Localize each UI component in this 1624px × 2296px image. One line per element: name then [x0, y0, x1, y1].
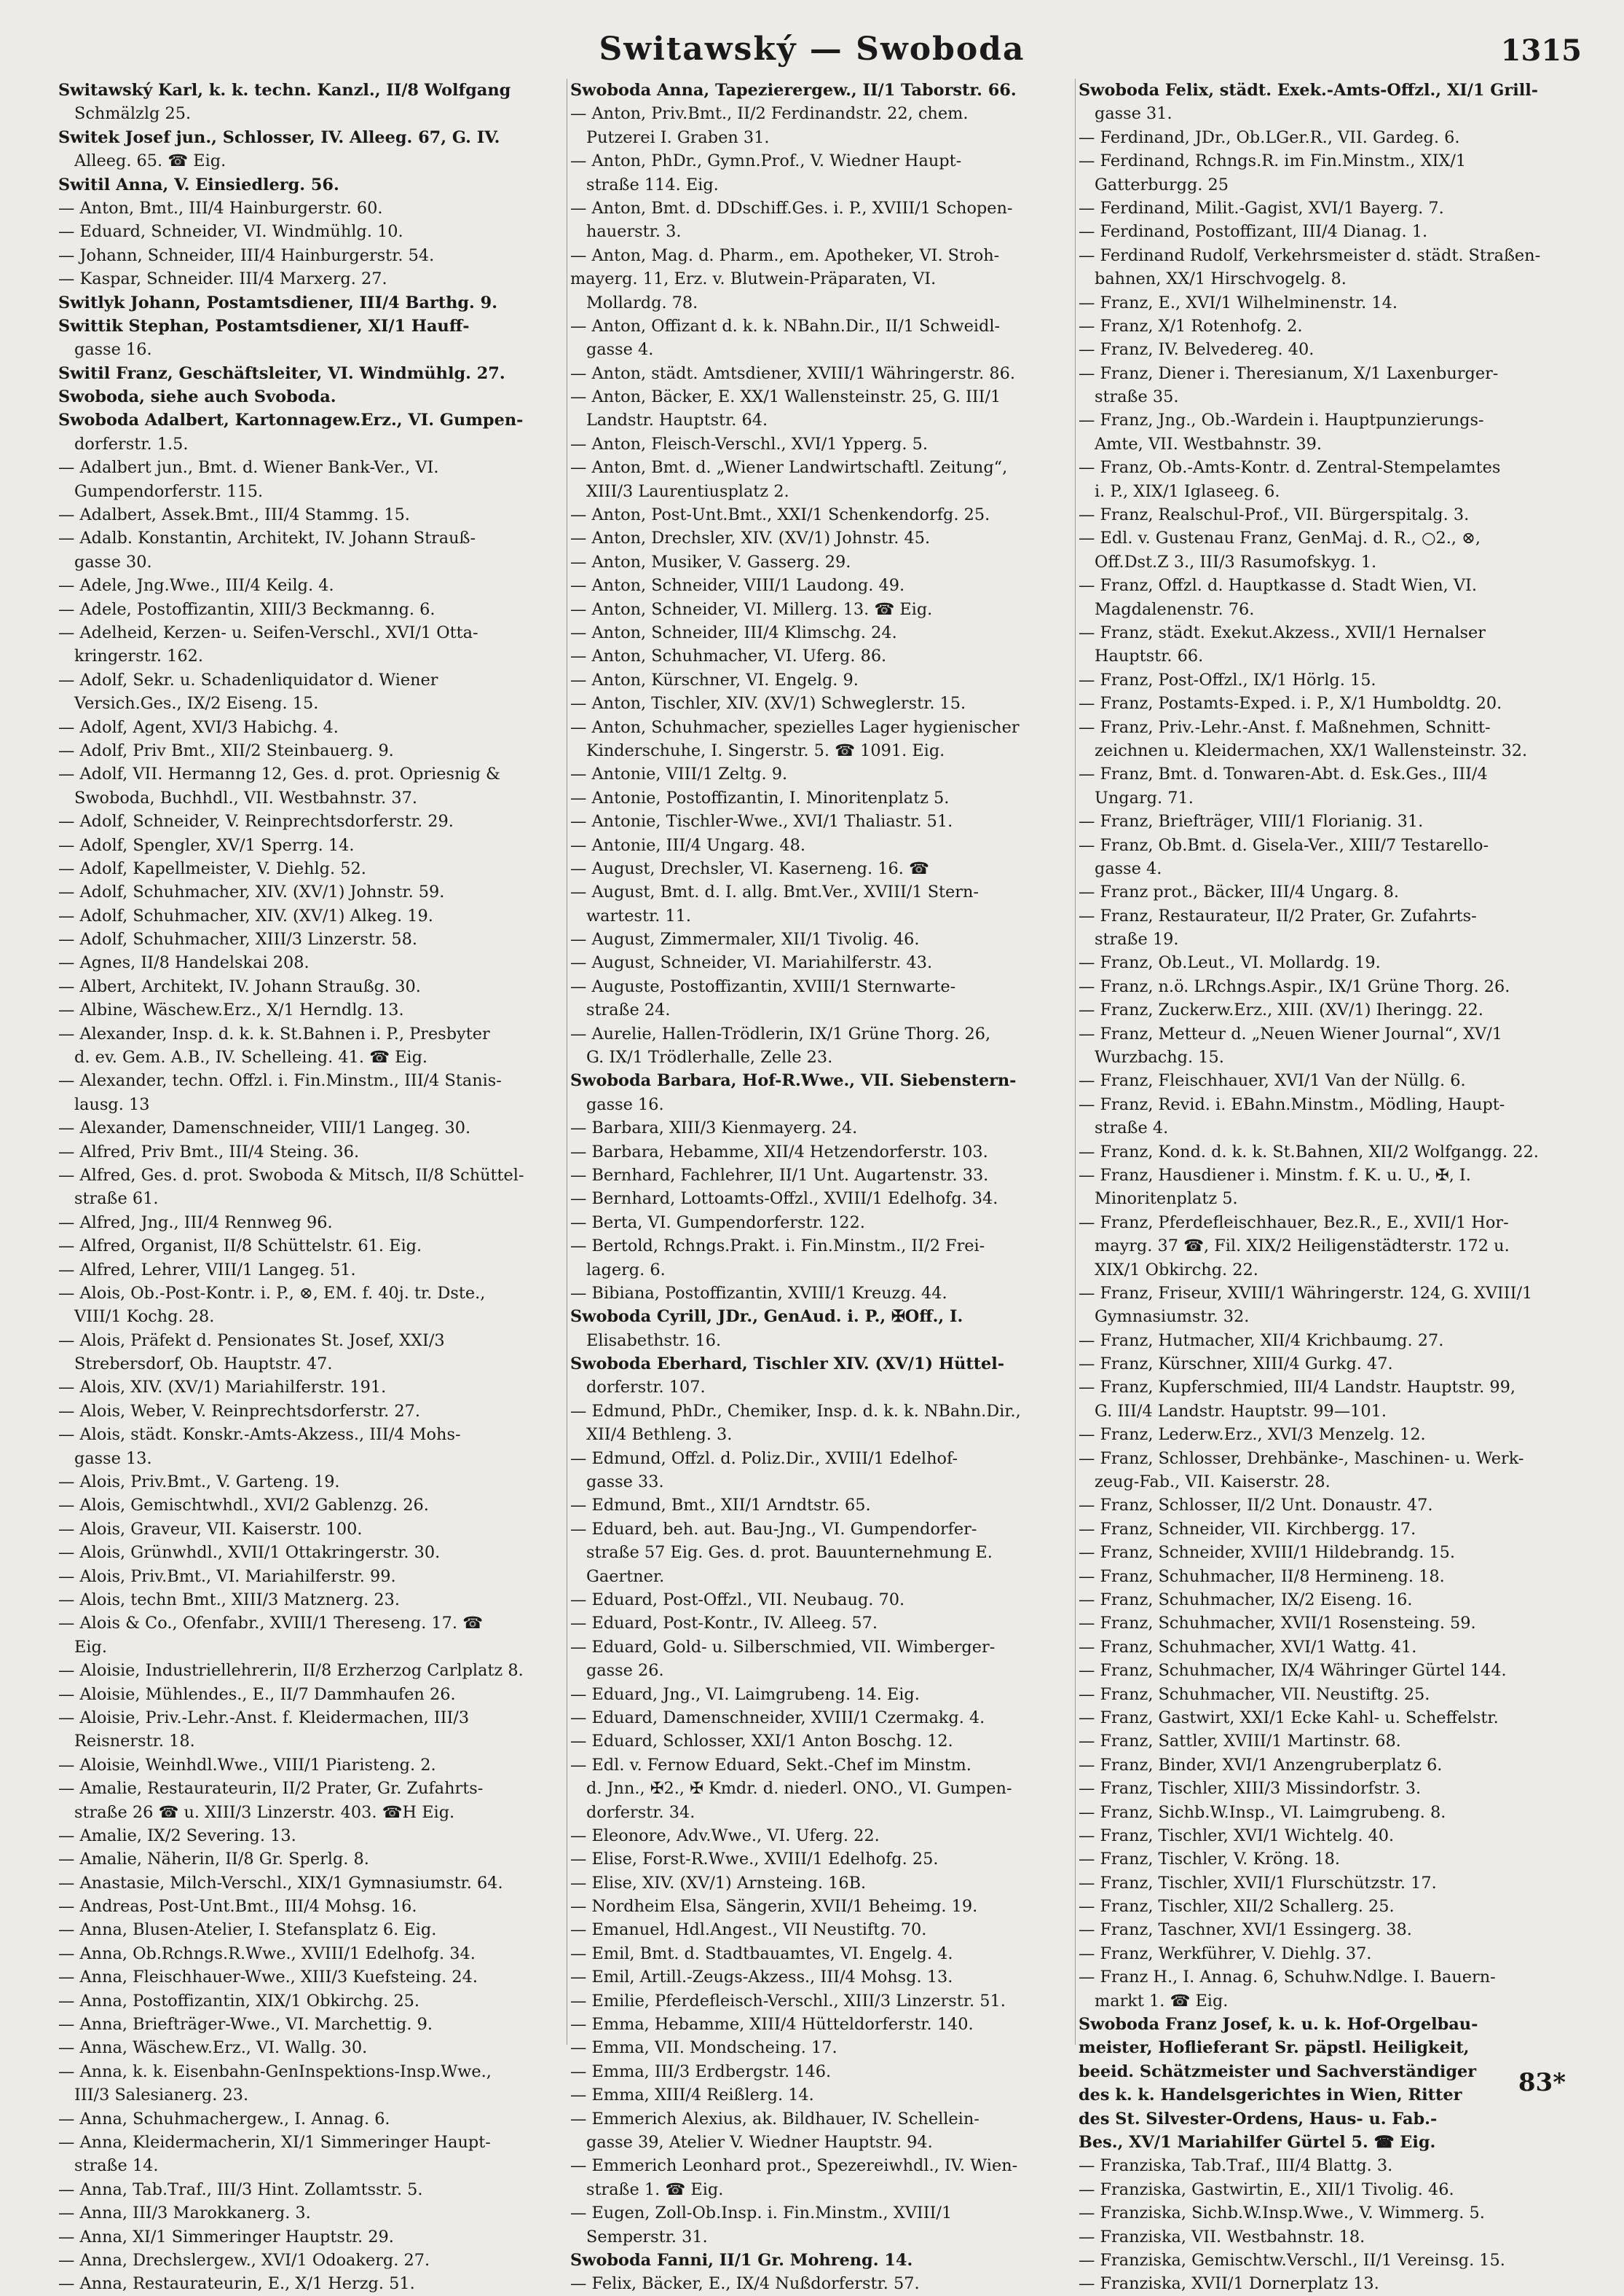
- directory-entry-line: — Alois, städt. Konskr.-Amts-Akzess., III/4 Mohs-: [58, 1425, 461, 1445]
- directory-entry-line: — Adalbert, Assek.Bmt., III/4 Stammg. 15.: [58, 505, 410, 525]
- directory-entry-line: — Anton, Musiker, V. Gasserg. 29.: [570, 552, 851, 572]
- directory-entry-line: — Franz, Sattler, XVIII/1 Martinstr. 68.: [1079, 1732, 1401, 1751]
- directory-heading-entry: Switlyk Johann, Postamtsdiener, III/4 Barthg. 9.: [58, 293, 497, 312]
- directory-entry-line: — Adolf, Kapellmeister, V. Diehlg. 52.: [58, 859, 366, 878]
- directory-entry-line: — Franz, Restaurateur, II/2 Prater, Gr. Zufahrts-: [1079, 906, 1477, 926]
- directory-entry-line: — Franz, Schuhmacher, II/8 Hermineng. 18.: [1079, 1566, 1445, 1586]
- directory-entry-line: Off.Dst.Z 3., III/3 Rasumofskyg. 1.: [1095, 552, 1377, 572]
- directory-entry-line: — Adolf, Schuhmacher, XIII/3 Linzerstr. 58.: [58, 930, 417, 950]
- directory-entry-line: — Franziska, Gemischtw.Verschl., II/1 Vereinsg. 15.: [1079, 2250, 1505, 2270]
- directory-entry-line: — Franz, Gastwirt, XXI/1 Ecke Kahl- u. Scheffelstr.: [1079, 1708, 1499, 1727]
- directory-entry-line: — Alois, XIV. (XV/1) Mariahilferstr. 191.: [58, 1378, 387, 1397]
- directory-heading-entry: Swoboda Anna, Tapezierergew., II/1 Taborstr. 66.: [570, 81, 1017, 100]
- directory-entry-line: — Franz, städt. Exekut.Akzess., XVII/1 Hernalser: [1079, 623, 1486, 642]
- directory-entry-line: Kinderschuhe, I. Singerstr. 5. ☎ 1091. Eig.: [586, 741, 945, 760]
- directory-entry-line: — Aloisie, Industriellehrerin, II/8 Erzherzog Carlplatz 8.: [58, 1661, 524, 1681]
- directory-entry-line: — Adalb. Konstantin, Architekt, IV. Johann Strauß-: [58, 529, 476, 548]
- directory-entry-line: — Alois & Co., Ofenfabr., XVIII/1 Thereseng. 17. ☎: [58, 1614, 484, 1633]
- directory-entry-line: Mollardg. 78.: [586, 293, 698, 312]
- directory-entry-line: Ungarg. 71.: [1095, 788, 1194, 808]
- directory-entry-line: — Anna, Blusen-Atelier, I. Stefansplatz 6. Eig.: [58, 1920, 437, 1940]
- directory-entry-line: — Eduard, Post-Offzl., VII. Neubaug. 70.: [570, 1590, 905, 1609]
- directory-entry-line: — Alois, Priv.Bmt., VI. Mariahilferstr. 99.: [58, 1566, 396, 1586]
- directory-entry-line: — Edl. v. Fernow Eduard, Sekt.-Chef im Minstm.: [570, 1755, 971, 1775]
- directory-entry-line: — Franziska, Tab.Traf., III/4 Blattg. 3.: [1079, 2156, 1393, 2176]
- directory-entry-line: — Franz, Fleischhauer, XVI/1 Van der Nüllg. 6.: [1079, 1071, 1466, 1091]
- directory-entry-line: — Franz, Kürschner, XIII/4 Gurkg. 47.: [1079, 1354, 1393, 1374]
- directory-entry-line: — Franz, Bmt. d. Tonwaren-Abt. d. Esk.Ges., III/4: [1079, 765, 1488, 784]
- directory-entry-line: gasse 31.: [1095, 104, 1172, 124]
- directory-entry-line: i. P., XIX/1 Iglaseeg. 6.: [1095, 481, 1280, 501]
- directory-entry-line: — Franz, Schuhmacher, VII. Neustiftg. 25.: [1079, 1684, 1430, 1704]
- directory-entry-line: — Alfred, Jng., III/4 Rennweg 96.: [58, 1212, 333, 1232]
- directory-entry-line: gasse 16.: [74, 340, 152, 360]
- directory-entry-line: straße 24.: [586, 1001, 671, 1020]
- directory-entry-line: — Barbara, XIII/3 Kienmayerg. 24.: [570, 1119, 858, 1138]
- directory-entry-line: — Emma, XIII/4 Reißlerg. 14.: [570, 2086, 814, 2105]
- directory-entry-line: — Franz, Tischler, XII/2 Schallerg. 25.: [1079, 1897, 1395, 1917]
- directory-entry-line: — Amalie, Näherin, II/8 Gr. Sperlg. 8.: [58, 1850, 369, 1869]
- directory-entry-line: XIII/3 Laurentiusplatz 2.: [586, 481, 789, 501]
- directory-entry-line: — Franziska, VII. Westbahnstr. 18.: [1079, 2227, 1365, 2246]
- directory-entry-line: — Amalie, IX/2 Severing. 13.: [58, 1826, 296, 1845]
- directory-entry-line: — Anna, XI/1 Simmeringer Hauptstr. 29.: [58, 2227, 394, 2246]
- directory-entry-line: — Franz, Taschner, XVI/1 Essingerg. 38.: [1079, 1920, 1412, 1940]
- directory-heading-entry: des k. k. Handelsgerichtes in Wien, Ritter: [1079, 2086, 1462, 2105]
- directory-entry-line: — Edmund, Offzl. d. Poliz.Dir., XVIII/1 Edelhof-: [570, 1448, 958, 1468]
- directory-entry-line: — Anton, Bmt. d. DDschiff.Ges. i. P., XVIII/1 Schopen-: [570, 198, 1013, 218]
- directory-entry-line: — Antonie, III/4 Ungarg. 48.: [570, 835, 805, 855]
- directory-entry-line: — Anna, Postoffizantin, XIX/1 Obkirchg. 25.: [58, 1991, 420, 2011]
- directory-entry-line: gasse 26.: [586, 1661, 664, 1681]
- directory-entry-line: — Franz prot., Bäcker, III/4 Ungarg. 8.: [1079, 883, 1399, 902]
- directory-entry-line: — Anton, städt. Amtsdiener, XVIII/1 Währingerstr. 86.: [570, 363, 1015, 383]
- directory-entry-line: — Anton, Schuhmacher, VI. Uferg. 86.: [570, 647, 887, 666]
- directory-entry-line: — Anna, Wäschew.Erz., VI. Wallg. 30.: [58, 2038, 368, 2058]
- directory-entry-line: — Anton, Fleisch-Verschl., XVI/1 Ypperg. 5.: [570, 434, 928, 454]
- directory-entry-line: — Aloisie, Weinhdl.Wwe., VIII/1 Piaristeng. 2.: [58, 1755, 436, 1775]
- directory-entry-line: mayerg. 11, Erz. v. Blutwein-Präparaten, VI.: [570, 269, 937, 289]
- directory-entry-line: — Albine, Wäschew.Erz., X/1 Herndlg. 13.: [58, 1001, 404, 1020]
- directory-entry-line: — Franz, Jng., Ob.-Wardein i. Hauptpunzierungs-: [1079, 411, 1484, 430]
- directory-heading-entry: Swoboda Barbara, Hof-R.Wwe., VII. Siebenstern-: [570, 1071, 1017, 1091]
- directory-entry-line: — Eduard, Gold- u. Silberschmied, VII. Wimberger-: [570, 1637, 996, 1657]
- directory-entry-line: markt 1. ☎ Eig.: [1095, 1991, 1229, 2011]
- directory-entry-line: VIII/1 Kochg. 28.: [74, 1307, 215, 1327]
- directory-entry-line: — Franz, Briefträger, VIII/1 Florianig. 31.: [1079, 812, 1424, 832]
- directory-entry-line: — Franz, Werkführer, V. Diehlg. 37.: [1079, 1944, 1372, 1963]
- directory-entry-line: Eig.: [74, 1637, 107, 1657]
- directory-entry-line: — Anton, Kürschner, VI. Engelg. 9.: [570, 670, 859, 690]
- directory-entry-line: — Franz, E., XVI/1 Wilhelminenstr. 14.: [1079, 293, 1398, 312]
- directory-entry-line: — Franz, Schlosser, Drehbänke-, Maschinen- u. Werk-: [1079, 1448, 1524, 1468]
- directory-entry-line: — Franz, Pferdefleischhauer, Bez.R., E., XVII/1 Hor-: [1079, 1212, 1509, 1232]
- directory-entry-line: — Albert, Architekt, IV. Johann Straußg. 30.: [58, 977, 421, 996]
- directory-entry-line: — Adolf, Sekr. u. Schadenliquidator d. Wiener: [58, 670, 438, 690]
- directory-entry-line: — Aloisie, Priv.-Lehr.-Anst. f. Kleidermachen, III/3: [58, 1708, 470, 1727]
- directory-entry-line: dorferstr. 107.: [586, 1378, 706, 1397]
- page-header: [0, 25, 1624, 76]
- directory-entry-line: — Franz, Kond. d. k. k. St.Bahnen, XII/2 Wolfgangg. 22.: [1079, 1142, 1539, 1161]
- directory-entry-line: — Adolf, Schuhmacher, XIV. (XV/1) Johnstr. 59.: [58, 883, 445, 902]
- directory-entry-line: — Bernhard, Lottoamts-Offzl., XVIII/1 Edelhofg. 34.: [570, 1189, 998, 1209]
- directory-entry-line: — Kaspar, Schneider. III/4 Marxerg. 27.: [58, 269, 387, 289]
- directory-heading-entry: Swoboda Felix, städt. Exek.-Amts-Offzl., XI/1 Grill-: [1079, 81, 1539, 100]
- directory-entry-line: straße 14.: [74, 2156, 159, 2176]
- directory-entry-line: — Franz, Ob.Bmt. d. Gisela-Ver., XIII/7 Testarello-: [1079, 835, 1489, 855]
- directory-entry-line: — Franz, Schuhmacher, XVII/1 Rosensteing. 59.: [1079, 1614, 1476, 1633]
- directory-entry-line: straße 35.: [1095, 387, 1179, 407]
- directory-entry-line: — Eduard, Post-Kontr., IV. Alleeg. 57.: [570, 1614, 878, 1633]
- directory-entry-line: — Anton, PhDr., Gymn.Prof., V. Wiedner Haupt-: [570, 151, 962, 171]
- directory-entry-line: — Adolf, Agent, XVI/3 Habichg. 4.: [58, 717, 339, 737]
- directory-heading-entry: Swoboda Cyrill, JDr., GenAud. i. P., ✠Off., I.: [570, 1307, 963, 1327]
- directory-entry-line: — Anton, Post-Unt.Bmt., XXI/1 Schenkendorfg. 25.: [570, 505, 990, 525]
- directory-entry-line: — Emmerich Leonhard prot., Spezereiwhdl., IV. Wien-: [570, 2156, 1018, 2176]
- directory-entry-line: — Anastasie, Milch-Verschl., XIX/1 Gymnasiumstr. 64.: [58, 1873, 503, 1893]
- directory-entry-line: gasse 33.: [586, 1472, 664, 1492]
- directory-entry-line: — Anton, Bmt., III/4 Hainburgerstr. 60.: [58, 198, 383, 218]
- directory-entry-line: — Anton, Schneider, VIII/1 Laudong. 49.: [570, 576, 905, 596]
- directory-entry-line: — Anton, Offizant d. k. k. NBahn.Dir., II/1 Schweidl-: [570, 316, 1001, 336]
- directory-entry-line: — Emilie, Pferdefleisch-Verschl., XIII/3 Linzerstr. 51.: [570, 1991, 1006, 2011]
- directory-entry-line: — Alexander, techn. Offzl. i. Fin.Minstm., III/4 Stanis-: [58, 1071, 502, 1091]
- directory-entry-line: Strebersdorf, Ob. Hauptstr. 47.: [74, 1354, 333, 1374]
- directory-entry-line: — Alois, Graveur, VII. Kaiserstr. 100.: [58, 1519, 363, 1539]
- directory-entry-line: zeichnen u. Kleidermachen, XX/1 Wallensteinstr. 32.: [1095, 741, 1528, 760]
- directory-heading-entry: Swoboda, siehe auch Svoboda.: [58, 387, 336, 407]
- directory-entry-line: dorferstr. 1.5.: [74, 434, 189, 454]
- directory-entry-line: — Franz, Metteur d. „Neuen Wiener Journal“, XV/1: [1079, 1024, 1503, 1044]
- directory-entry-line: — Franz, Schuhmacher, IX/4 Währinger Gürtel 144.: [1079, 1661, 1507, 1681]
- directory-entry-line: Schmälzlg 25.: [74, 104, 192, 124]
- directory-entry-line: — Franz, Zuckerw.Erz., XIII. (XV/1) Iheringg. 22.: [1079, 1001, 1483, 1020]
- directory-entry-line: straße 61.: [74, 1189, 159, 1209]
- directory-entry-line: — Anton, Schneider, VI. Millerg. 13. ☎ Eig.: [570, 599, 933, 619]
- directory-entry-line: — August, Bmt. d. I. allg. Bmt.Ver., XVIII/1 Stern-: [570, 883, 979, 902]
- directory-heading-entry: Swoboda Eberhard, Tischler XIV. (XV/1) Hüttel-: [570, 1354, 1005, 1374]
- directory-entry-line: — Barbara, Hebamme, XII/4 Hetzendorferstr. 103.: [570, 1142, 988, 1161]
- directory-heading-entry: Switil Franz, Geschäftsleiter, VI. Windmühlg. 27.: [58, 363, 505, 383]
- directory-entry-line: — Emma, III/3 Erdbergstr. 146.: [570, 2062, 832, 2081]
- directory-entry-line: Wurzbachg. 15.: [1095, 1048, 1224, 1068]
- directory-entry-line: — Berta, VI. Gumpendorferstr. 122.: [570, 1212, 865, 1232]
- directory-entry-line: — Adolf, Schuhmacher, XIV. (XV/1) Alkeg. 19.: [58, 906, 433, 926]
- directory-entry-line: — Adolf, VII. Hermanng 12, Ges. d. prot. Opriesnig &: [58, 765, 500, 784]
- directory-entry-line: straße 19.: [1095, 930, 1179, 950]
- directory-entry-line: — Franz, Ob.-Amts-Kontr. d. Zentral-Stempelamtes: [1079, 458, 1501, 478]
- directory-entry-line: gasse 13.: [74, 1448, 152, 1468]
- directory-entry-line: XIX/1 Obkirchg. 22.: [1095, 1260, 1258, 1279]
- directory-entry-line: — Franz, Priv.-Lehr.-Anst. f. Maßnehmen, Schnitt-: [1079, 717, 1491, 737]
- directory-entry-line: Alleeg. 65. ☎ Eig.: [74, 151, 226, 171]
- directory-entry-line: — Adolf, Schneider, V. Reinprechtsdorferstr. 29.: [58, 812, 454, 832]
- directory-entry-line: — Auguste, Postoffizantin, XVIII/1 Sternwarte-: [570, 977, 956, 996]
- directory-entry-line: — Franziska, Sichb.W.Insp.Wwe., V. Wimmerg. 5.: [1079, 2204, 1485, 2223]
- directory-entry-line: — Emmerich Alexius, ak. Bildhauer, IV. Schellein-: [570, 2109, 979, 2129]
- directory-entry-line: — Aurelie, Hallen-Trödlerin, IX/1 Grüne Thorg. 26,: [570, 1024, 991, 1044]
- directory-entry-line: — Antonie, Postoffizantin, I. Minoritenplatz 5.: [570, 788, 950, 808]
- directory-entry-line: wartestr. 11.: [586, 906, 692, 926]
- directory-entry-line: — Anton, Priv.Bmt., II/2 Ferdinandstr. 22, chem.: [570, 104, 969, 124]
- directory-entry-line: — Anton, Bmt. d. „Wiener Landwirtschaftl. Zeitung“,: [570, 458, 1008, 478]
- directory-entry-line: mayrg. 37 ☎, Fil. XIX/2 Heiligenstädterstr. 172 u.: [1095, 1236, 1510, 1256]
- directory-entry-line: — Franz, Tischler, XVI/1 Wichtelg. 40.: [1079, 1826, 1395, 1845]
- directory-entry-line: — Emanuel, Hdl.Angest., VII Neustiftg. 70.: [570, 1920, 927, 1940]
- directory-entry-line: — Franz, Tischler, XIII/3 Missindorfstr. 3.: [1079, 1779, 1422, 1799]
- directory-entry-line: bahnen, XX/1 Hirschvogelg. 8.: [1095, 269, 1347, 289]
- directory-entry-line: lausg. 13: [74, 1094, 150, 1114]
- directory-entry-line: — Franz, Friseur, XVIII/1 Währingerstr. 124, G. XVIII/1: [1079, 1283, 1533, 1303]
- directory-entry-line: gasse 39, Atelier V. Wiedner Hauptstr. 94.: [586, 2132, 933, 2152]
- directory-entry-line: — Franz, Ob.Leut., VI. Mollardg. 19.: [1079, 953, 1381, 973]
- directory-entry-line: — Alfred, Ges. d. prot. Swoboda & Mitsch, II/8 Schüttel-: [58, 1165, 524, 1185]
- directory-entry-line: — Eduard, Schneider, VI. Windmühlg. 10.: [58, 222, 403, 242]
- directory-entry-line: — Bernhard, Fachlehrer, II/1 Unt. Augartenstr. 33.: [570, 1165, 989, 1185]
- directory-entry-line: — Emma, Hebamme, XIII/4 Hütteldorferstr. 140.: [570, 2015, 974, 2035]
- directory-entry-line: — Franz, Hausdiener i. Minstm. f. K. u. U., ✠, I.: [1079, 1165, 1471, 1185]
- directory-entry-line: — Ferdinand Rudolf, Verkehrsmeister d. städt. Straßen-: [1079, 245, 1541, 265]
- directory-entry-line: Magdalenenstr. 76.: [1095, 599, 1255, 619]
- directory-entry-line: d. Jnn., ✠2., ✠ Kmdr. d. niederl. ONO., VI. Gumpen-: [586, 1779, 1012, 1799]
- directory-entry-line: — Eduard, Damenschneider, XVIII/1 Czermakg. 4.: [570, 1708, 985, 1727]
- directory-entry-line: — Eduard, Schlosser, XXI/1 Anton Boschg. 12.: [570, 1732, 953, 1751]
- directory-entry-line: — Anna, III/3 Marokkanerg. 3.: [58, 2204, 311, 2223]
- directory-entry-line: — Eduard, Jng., VI. Laimgrubeng. 14. Eig.: [570, 1684, 920, 1704]
- directory-entry-line: gasse 30.: [74, 552, 152, 572]
- directory-entry-line: — Bibiana, Postoffizantin, XVIII/1 Kreuzg. 44.: [570, 1283, 947, 1303]
- directory-entry-line: — Emil, Artill.-Zeugs-Akzess., III/4 Mohsg. 13.: [570, 1968, 953, 1987]
- directory-entry-line: — Franziska, Gastwirtin, E., XII/1 Tivolig. 46.: [1079, 2179, 1454, 2199]
- directory-heading-entry: beeid. Schätzmeister und Sachverständiger: [1079, 2062, 1477, 2081]
- directory-entry-line: — Franz, Binder, XVI/1 Anzengruberplatz 6.: [1079, 1755, 1443, 1775]
- directory-entry-line: — Emma, VII. Mondscheing. 17.: [570, 2038, 837, 2058]
- directory-entry-line: — Adolf, Priv Bmt., XII/2 Steinbauerg. 9.: [58, 741, 394, 760]
- directory-entry-line: — Franz H., I. Annag. 6, Schuhw.Ndlge. I. Bauern-: [1079, 1968, 1496, 1987]
- directory-entry-line: gasse 16.: [586, 1094, 664, 1114]
- directory-entry-line: — Edmund, PhDr., Chemiker, Insp. d. k. k. NBahn.Dir.,: [570, 1401, 1021, 1421]
- directory-entry-line: — Nordheim Elsa, Sängerin, XVII/1 Beheimg. 19.: [570, 1897, 978, 1917]
- directory-entry-line: — Alexander, Damenschneider, VIII/1 Langeg. 30.: [58, 1119, 471, 1138]
- directory-entry-line: straße 114. Eig.: [586, 175, 719, 194]
- directory-entry-line: — Franz, Schneider, XVIII/1 Hildebrandg. 15.: [1079, 1543, 1456, 1563]
- running-head: Switawský — Swoboda: [599, 31, 1025, 68]
- directory-entry-line: — Felix, Bäcker, E., IX/4 Nußdorferstr. 57.: [570, 2274, 920, 2294]
- directory-entry-line: — Alois, Präfekt d. Pensionates St. Josef, XXI/3: [58, 1330, 445, 1350]
- directory-entry-line: — Anna, Kleidermacherin, XI/1 Simmeringer Haupt-: [58, 2132, 491, 2152]
- directory-entry-line: — Eduard, beh. aut. Bau-Jng., VI. Gumpendorfer-: [570, 1519, 977, 1539]
- directory-entry-line: Reisnerstr. 18.: [74, 1732, 195, 1751]
- directory-entry-line: — Anton, Schneider, III/4 Klimschg. 24.: [570, 623, 897, 642]
- directory-heading-entry: des St. Silvester-Ordens, Haus- u. Fab.-: [1079, 2109, 1438, 2129]
- directory-entry-line: dorferstr. 34.: [586, 1802, 695, 1822]
- directory-entry-line: — Alfred, Priv Bmt., III/4 Steing. 36.: [58, 1142, 360, 1161]
- directory-entry-line: — Franz, Revid. i. EBahn.Minstm., Mödling, Haupt-: [1079, 1094, 1505, 1114]
- directory-entry-line: — Anton, Mag. d. Pharm., em. Apotheker, VI. Stroh-: [570, 245, 1000, 265]
- signature-mark: 83*: [1518, 2068, 1566, 2097]
- directory-entry-line: — Aloisie, Mühlendes., E., II/7 Dammhaufen 26.: [58, 1684, 456, 1704]
- directory-entry-line: — Franz, Tischler, XVII/1 Flurschützstr. 17.: [1079, 1873, 1437, 1893]
- page-number: 1315: [1500, 33, 1582, 68]
- directory-entry-line: — Adele, Postoffizantin, XIII/3 Beckmanng. 6.: [58, 599, 435, 619]
- directory-entry-line: G. III/4 Landstr. Hauptstr. 99—101.: [1095, 1401, 1387, 1421]
- directory-entry-line: — Agnes, II/8 Handelskai 208.: [58, 953, 310, 973]
- directory-entry-line: Swoboda, Buchhdl., VII. Westbahnstr. 37.: [74, 788, 417, 808]
- directory-entry-line: — Ferdinand, Postoffizant, III/4 Dianag. 1.: [1079, 222, 1428, 242]
- directory-entry-line: Elisabethstr. 16.: [586, 1330, 722, 1350]
- directory-heading-entry: Switawský Karl, k. k. techn. Kanzl., II/8 Wolfgang: [58, 81, 511, 100]
- directory-entry-line: gasse 4.: [586, 340, 654, 360]
- directory-entry-line: Gymnasiumstr. 32.: [1095, 1307, 1250, 1327]
- directory-entry-line: gasse 4.: [1095, 859, 1162, 878]
- directory-entry-line: — August, Schneider, VI. Mariahilferstr. 43.: [570, 953, 933, 973]
- directory-entry-line: — Franz, Schuhmacher, XVI/1 Wattg. 41.: [1079, 1637, 1417, 1657]
- directory-heading-entry: Switil Anna, V. Einsiedlerg. 56.: [58, 175, 339, 194]
- directory-entry-line: Putzerei I. Graben 31.: [586, 127, 770, 147]
- directory-entry-line: G. IX/1 Trödlerhalle, Zelle 23.: [586, 1048, 833, 1068]
- directory-entry-line: — Alois, techn Bmt., XIII/3 Matznerg. 23.: [58, 1590, 400, 1609]
- directory-entry-line: XII/4 Bethleng. 3.: [586, 1425, 733, 1445]
- directory-entry-line: Gaertner.: [586, 1566, 665, 1586]
- directory-entry-line: — Franz, Tischler, V. Kröng. 18.: [1079, 1850, 1340, 1869]
- directory-heading-entry: Bes., XV/1 Mariahilfer Gürtel 5. ☎ Eig.: [1079, 2132, 1436, 2152]
- directory-entry-line: — Alois, Weber, V. Reinprechtsdorferstr. 27.: [58, 1401, 420, 1421]
- directory-entry-line: — Ferdinand, JDr., Ob.LGer.R., VII. Gardeg. 6.: [1079, 127, 1460, 147]
- directory-entry-line: straße 26 ☎ u. XIII/3 Linzerstr. 403. ☎H Eig.: [74, 1802, 455, 1822]
- directory-entry-line: — Anton, Schuhmacher, spezielles Lager hygienischer: [570, 717, 1020, 737]
- directory-entry-line: — Alois, Priv.Bmt., V. Garteng. 19.: [58, 1472, 340, 1492]
- directory-entry-line: — Franz, Schlosser, II/2 Unt. Donaustr. 47.: [1079, 1496, 1433, 1515]
- directory-heading-entry: Swoboda Adalbert, Kartonnagew.Erz., VI. Gumpen-: [58, 411, 524, 430]
- directory-entry-line: Semperstr. 31.: [586, 2227, 708, 2246]
- column-middle: [567, 79, 1065, 2294]
- directory-entry-line: — Alois, Gemischtwhdl., XVI/2 Gablenzg. 26.: [58, 1496, 429, 1515]
- directory-entry-line: Amte, VII. Westbahnstr. 39.: [1095, 434, 1323, 454]
- directory-entry-line: Landstr. Hauptstr. 64.: [586, 411, 768, 430]
- directory-entry-line: — August, Drechsler, VI. Kaserneng. 16. ☎: [570, 859, 929, 878]
- directory-entry-line: straße 57 Eig. Ges. d. prot. Bauunternehmung E.: [586, 1543, 993, 1563]
- directory-entry-line: — Eleonore, Adv.Wwe., VI. Uferg. 22.: [570, 1826, 880, 1845]
- directory-heading-entry: Swoboda Fanni, II/1 Gr. Mohreng. 14.: [570, 2250, 913, 2270]
- directory-entry-line: — Alfred, Organist, II/8 Schüttelstr. 61. Eig.: [58, 1236, 422, 1256]
- directory-entry-line: — Franz, Postamts-Exped. i. P., X/1 Humboldtg. 20.: [1079, 694, 1502, 714]
- directory-entry-line: — Franz, Sichb.W.Insp., VI. Laimgrubeng. 8.: [1079, 1802, 1446, 1822]
- directory-entry-line: — Franz, Offzl. d. Hauptkasse d. Stadt Wien, VI.: [1079, 576, 1477, 596]
- directory-entry-line: — Franz, X/1 Rotenhofg. 2.: [1079, 316, 1303, 336]
- directory-entry-line: — Adele, Jng.Wwe., III/4 Keilg. 4.: [58, 576, 334, 596]
- directory-entry-line: — Anna, k. k. Eisenbahn-GenInspektions-Insp.Wwe.,: [58, 2062, 492, 2081]
- directory-heading-entry: Switek Josef jun., Schlosser, IV. Alleeg. 67, G. IV.: [58, 127, 500, 147]
- directory-entry-line: — Emil, Bmt. d. Stadtbauamtes, VI. Engelg. 4.: [570, 1944, 953, 1963]
- directory-entry-line: Gatterburgg. 25: [1095, 175, 1229, 194]
- directory-entry-line: — Edmund, Bmt., XII/1 Arndtstr. 65.: [570, 1496, 871, 1515]
- directory-entry-line: — Ferdinand, Milit.-Gagist, XVI/1 Bayerg. 7.: [1079, 198, 1444, 218]
- directory-entry-line: — Anna, Schuhmachergew., I. Annag. 6.: [58, 2109, 390, 2129]
- directory-entry-line: — Franz, Realschul-Prof., VII. Bürgerspitalg. 3.: [1079, 505, 1470, 525]
- directory-entry-line: — Amalie, Restaurateurin, II/2 Prater, Gr. Zufahrts-: [58, 1779, 484, 1799]
- directory-entry-line: — Adolf, Spengler, XV/1 Sperrg. 14.: [58, 835, 355, 855]
- directory-entry-line: — Edl. v. Gustenau Franz, GenMaj. d. R., ○2., ⊗,: [1079, 529, 1481, 548]
- directory-entry-line: — Alfred, Lehrer, VIII/1 Langeg. 51.: [58, 1260, 356, 1279]
- directory-heading-entry: Swittik Stephan, Postamtsdiener, XI/1 Hauff-: [58, 316, 470, 336]
- directory-entry-line: — Franz, Hutmacher, XII/4 Krichbaumg. 27.: [1079, 1330, 1444, 1350]
- directory-entry-line: — Anna, Restaurateurin, E., X/1 Herzg. 51.: [58, 2274, 415, 2294]
- directory-entry-line: — Anna, Tab.Traf., III/3 Hint. Zollamtsstr. 5.: [58, 2179, 423, 2199]
- directory-entry-line: — Franz, n.ö. LRchngs.Aspir., IX/1 Grüne Thorg. 26.: [1079, 977, 1510, 996]
- directory-entry-line: — Franz, Post-Offzl., IX/1 Hörlg. 15.: [1079, 670, 1376, 690]
- directory-entry-line: — Adelheid, Kerzen- u. Seifen-Verschl., XVI/1 Otta-: [58, 623, 478, 642]
- directory-entry-line: hauerstr. 3.: [586, 222, 682, 242]
- directory-entry-line: — Franz, Schuhmacher, IX/2 Eiseng. 16.: [1079, 1590, 1413, 1609]
- directory-entry-line: straße 1. ☎ Eig.: [586, 2179, 724, 2199]
- directory-entry-line: — Johann, Schneider, III/4 Hainburgerstr. 54.: [58, 245, 435, 265]
- directory-entry-line: — Anton, Tischler, XIV. (XV/1) Schweglerstr. 15.: [570, 694, 966, 714]
- directory-heading-entry: meister, Hoflieferant Sr. päpstl. Heiligkeit,: [1079, 2038, 1470, 2058]
- directory-entry-line: — Alexander, Insp. d. k. k. St.Bahnen i. P., Presbyter: [58, 1024, 490, 1044]
- directory-entry-line: — Anton, Drechsler, XIV. (XV/1) Johnstr. 45.: [570, 529, 931, 548]
- directory-entry-line: — Andreas, Post-Unt.Bmt., III/4 Mohsg. 16.: [58, 1897, 417, 1917]
- directory-entry-line: d. ev. Gem. A.B., IV. Schelleing. 41. ☎ Eig.: [74, 1048, 428, 1068]
- directory-entry-line: — Anna, Drechslergew., XVI/1 Odoakerg. 27.: [58, 2250, 430, 2270]
- directory-entry-line: — Anna, Ob.Rchngs.R.Wwe., XVIII/1 Edelhofg. 34.: [58, 1944, 476, 1963]
- directory-entry-line: — Antonie, VIII/1 Zeltg. 9.: [570, 765, 788, 784]
- directory-entry-line: — Franz, Schneider, VII. Kirchbergg. 17.: [1079, 1519, 1416, 1539]
- directory-entry-line: — Franz, Lederw.Erz., XVI/3 Menzelg. 12.: [1079, 1425, 1426, 1445]
- directory-entry-line: lagerg. 6.: [586, 1260, 666, 1279]
- directory-entry-line: — Franz, Kupferschmied, III/4 Landstr. Hauptstr. 99,: [1079, 1378, 1516, 1397]
- directory-entry-line: — Antonie, Tischler-Wwe., XVI/1 Thaliastr. 51.: [570, 812, 953, 832]
- directory-entry-line: — Elise, XIV. (XV/1) Arnsteing. 16B.: [570, 1873, 867, 1893]
- directory-entry-line: Hauptstr. 66.: [1095, 647, 1204, 666]
- directory-entry-line: straße 4.: [1095, 1119, 1169, 1138]
- directory-entry-line: — Franz, IV. Belvedereg. 40.: [1079, 340, 1314, 360]
- directory-entry-line: — Alois, Ob.-Post-Kontr. i. P., ⊗, EM. f. 40j. tr. Dste.,: [58, 1283, 486, 1303]
- directory-entry-line: — Bertold, Rchngs.Prakt. i. Fin.Minstm., II/2 Frei-: [570, 1236, 985, 1256]
- directory-entry-line: — August, Zimmermaler, XII/1 Tivolig. 46.: [570, 930, 920, 950]
- directory-entry-line: — Anna, Briefträger-Wwe., VI. Marchettig. 9.: [58, 2015, 433, 2035]
- directory-entry-line: Gumpendorferstr. 115.: [74, 481, 264, 501]
- directory-entry-line: — Franziska, XVII/1 Dornerplatz 13.: [1079, 2274, 1379, 2294]
- column-left: [58, 79, 553, 2294]
- directory-entry-line: Versich.Ges., IX/2 Eiseng. 15.: [74, 694, 319, 714]
- directory-entry-line: — Alois, Grünwhdl., XVII/1 Ottakringerstr. 30.: [58, 1543, 441, 1563]
- directory-entry-line: kringerstr. 162.: [74, 647, 203, 666]
- directory-entry-line: — Adalbert jun., Bmt. d. Wiener Bank-Ver., VI.: [58, 458, 439, 478]
- directory-entry-line: — Anton, Bäcker, E. XX/1 Wallensteinstr. 25, G. III/1: [570, 387, 1001, 407]
- directory-entry-line: zeug-Fab., VII. Kaiserstr. 28.: [1095, 1472, 1331, 1492]
- directory-entry-line: — Ferdinand, Rchngs.R. im Fin.Minstm., XIX/1: [1079, 151, 1467, 171]
- directory-entry-line: III/3 Salesianerg. 23.: [74, 2086, 249, 2105]
- directory-entry-line: — Franz, Diener i. Theresianum, X/1 Laxenburger-: [1079, 363, 1499, 383]
- directory-entry-line: — Eugen, Zoll-Ob.Insp. i. Fin.Minstm., XVIII/1: [570, 2204, 953, 2223]
- directory-entry-line: — Anna, Fleischhauer-Wwe., XIII/3 Kuefsteing. 24.: [58, 1968, 478, 1987]
- directory-entry-line: — Elise, Forst-R.Wwe., XVIII/1 Edelhofg. 25.: [570, 1850, 939, 1869]
- directory-entry-line: Minoritenplatz 5.: [1095, 1189, 1238, 1209]
- directory-heading-entry: Swoboda Franz Josef, k. u. k. Hof-Orgelbau-: [1079, 2015, 1478, 2035]
